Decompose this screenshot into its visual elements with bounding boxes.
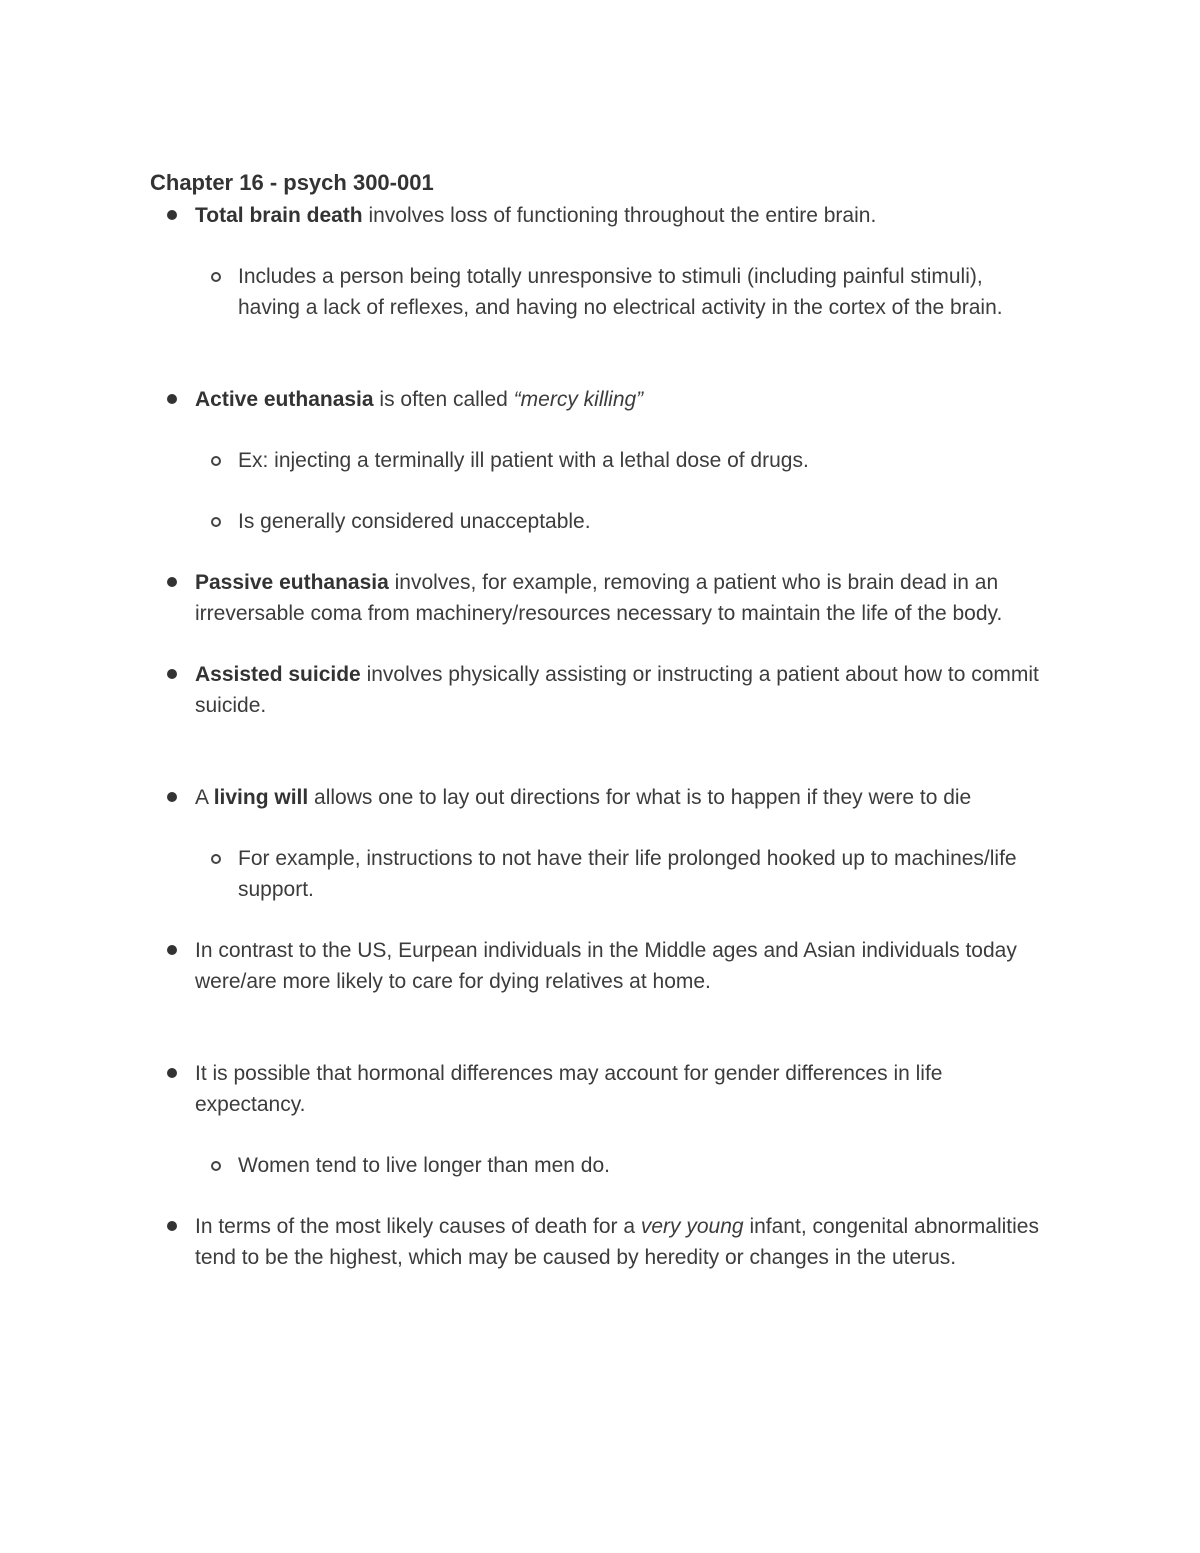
bullet-dot-icon — [167, 945, 177, 955]
list-item — [150, 935, 1050, 997]
sub-list-item — [150, 843, 1050, 905]
item-text: In contrast to the US, Eurpean individuals in the Middle ages and Asian individuals today were/are more likely to care for dying relatives at home. — [195, 939, 1017, 993]
list-item — [150, 1211, 1050, 1273]
bullet-dot-icon — [167, 792, 177, 802]
term-label: Total brain death — [195, 204, 363, 227]
item-text: Women tend to live longer than men do. — [238, 1154, 611, 1177]
document-page — [150, 168, 1050, 1273]
item-text: involves physically assisting or instructing a patient about how to commit suicide. — [195, 663, 1039, 717]
bullet-circle-icon — [211, 272, 221, 282]
list-item — [150, 659, 1050, 721]
term-label: living will — [213, 786, 309, 809]
item-prefix: In terms of the most likely causes of death for a — [195, 1215, 641, 1238]
bullet-dot-icon — [167, 1068, 177, 1078]
item-text: involves, for example, removing a patient who is brain dead in an irreversable coma from machinery/resources necessary to maintain the life of the body. — [195, 571, 1003, 625]
bullet-circle-icon — [211, 854, 221, 864]
document-title: Chapter 16 - psych 300-001 — [150, 170, 434, 195]
item-text: is often called — [373, 388, 514, 411]
item-text: allows one to lay out directions for what is to happen if they were to die — [308, 786, 972, 809]
item-text: infant, congenital abnormalities tend to be the highest, which may be caused by heredity or changes in the uterus. — [195, 1215, 1039, 1269]
emphasis-text: very young — [640, 1215, 744, 1238]
term-label: Passive euthanasia — [195, 571, 389, 594]
term-label: Assisted suicide — [195, 663, 361, 686]
sub-list-item — [150, 261, 1050, 323]
bullet-dot-icon — [167, 669, 177, 679]
sub-list-item — [150, 1150, 1050, 1181]
list-item — [150, 1058, 1050, 1120]
item-text: Is generally considered unacceptable. — [238, 510, 591, 533]
bullet-circle-icon — [211, 517, 221, 527]
item-prefix: A — [195, 786, 214, 809]
bullet-dot-icon — [167, 577, 177, 587]
item-text: It is possible that hormonal differences may account for gender differences in life expectancy. — [195, 1062, 943, 1116]
bullet-dot-icon — [167, 1221, 177, 1231]
bullet-circle-icon — [211, 456, 221, 466]
term-label: Active euthanasia — [195, 388, 374, 411]
sub-list-item — [150, 445, 1050, 476]
sub-list-item — [150, 506, 1050, 537]
emphasis-text: “mercy killing” — [513, 388, 644, 411]
item-text: For example, instructions to not have their life prolonged hooked up to machines/life support. — [238, 847, 1017, 901]
item-text: involves loss of functioning throughout the entire brain. — [362, 204, 877, 227]
list-item — [150, 200, 1050, 231]
list-item — [150, 782, 1050, 813]
item-text: Ex: injecting a terminally ill patient with a lethal dose of drugs. — [238, 449, 809, 472]
list-item — [150, 384, 1050, 415]
bullet-dot-icon — [167, 210, 177, 220]
bullet-dot-icon — [167, 394, 177, 404]
bullet-circle-icon — [211, 1161, 221, 1171]
list-item — [150, 567, 1050, 629]
item-text: Includes a person being totally unresponsive to stimuli (including painful stimuli), having a lack of reflexes, and having no electrical activity in the cortex of the brain. — [238, 265, 1003, 319]
